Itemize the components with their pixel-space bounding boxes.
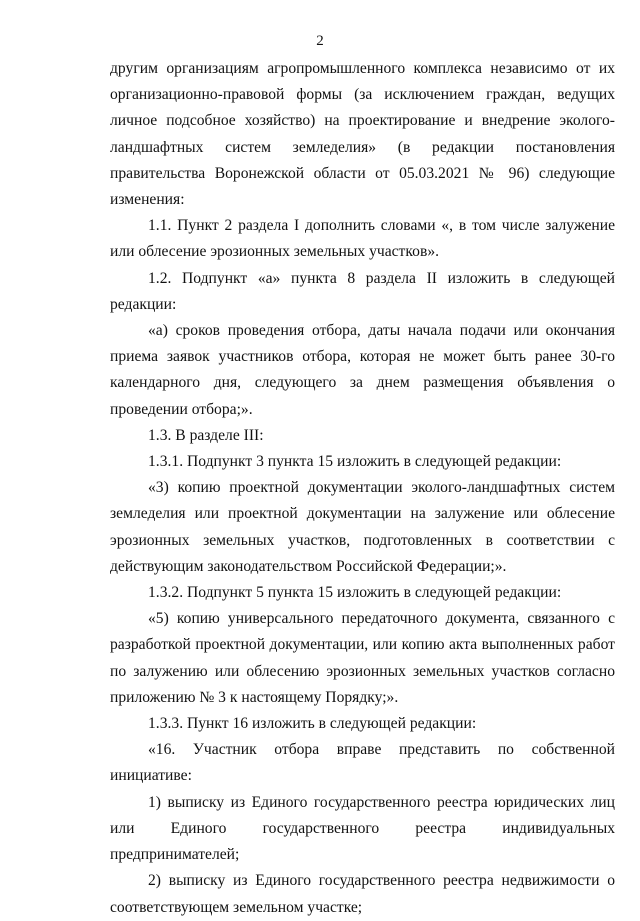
paragraph: «5) копию универсального передаточного документа, связанного с разработкой проектной документации, или копию акта выполненных работ по залужению или облесению эрозионных земельных участков согласно приложению № 3 к настоящему Порядку;». <box>110 610 615 706</box>
paragraph: «а) сроков проведения отбора, даты начала подачи или окончания приема заявок участников отбора, которая не может быть ранее 30-го календарного дня, следующего за днем размещения объявления о проведении отбора;». <box>110 322 615 418</box>
paragraph: 1.3. В разделе III: <box>148 426 264 444</box>
paragraph: 1.2. Подпункт «а» пункта 8 раздела II изложить в следующей редакции: <box>110 269 615 313</box>
page-number: 2 <box>316 33 324 49</box>
document-body <box>110 56 615 921</box>
paragraph: другим организациям агропромышленного комплекса независимо от их организационно-правовой формы (за исключением граждан, ведущих личное подсобное хозяйство) на проектирование и внедрение эколого-ландшафтных систем земледелия» (в редакции постановления правительства Воронежской области от 05.03.2021 № 96) следующие изменения: <box>110 60 615 209</box>
paragraph: «3) копию проектной документации эколого-ландшафтных систем земледелия или проектной документации на залужение или облесение эрозионных земельных участков, подготовленных в соответствии с действующим законодательством Российской Федерации;». <box>110 479 615 575</box>
paragraph: 1.1. Пункт 2 раздела I дополнить словами «, в том числе залужение или облесение эрозионных земельных участков». <box>110 217 615 261</box>
paragraph: 2) выписку из Единого государственного реестра недвижимости о соответствующем земельном участке; <box>110 872 615 916</box>
paragraph: 1.3.1. Подпункт 3 пункта 15 изложить в следующей редакции: <box>148 453 562 471</box>
paragraph: «16. Участник отбора вправе представить по собственной инициативе: <box>110 741 615 785</box>
paragraph: 1.3.2. Подпункт 5 пункта 15 изложить в следующей редакции: <box>148 584 562 602</box>
paragraph: 1.3.3. Пункт 16 изложить в следующей редакции: <box>148 715 477 733</box>
paragraph: 1) выписку из Единого государственного реестра юридических лиц или Единого государственного реестра индивидуальных предпринимателей; <box>110 793 615 864</box>
